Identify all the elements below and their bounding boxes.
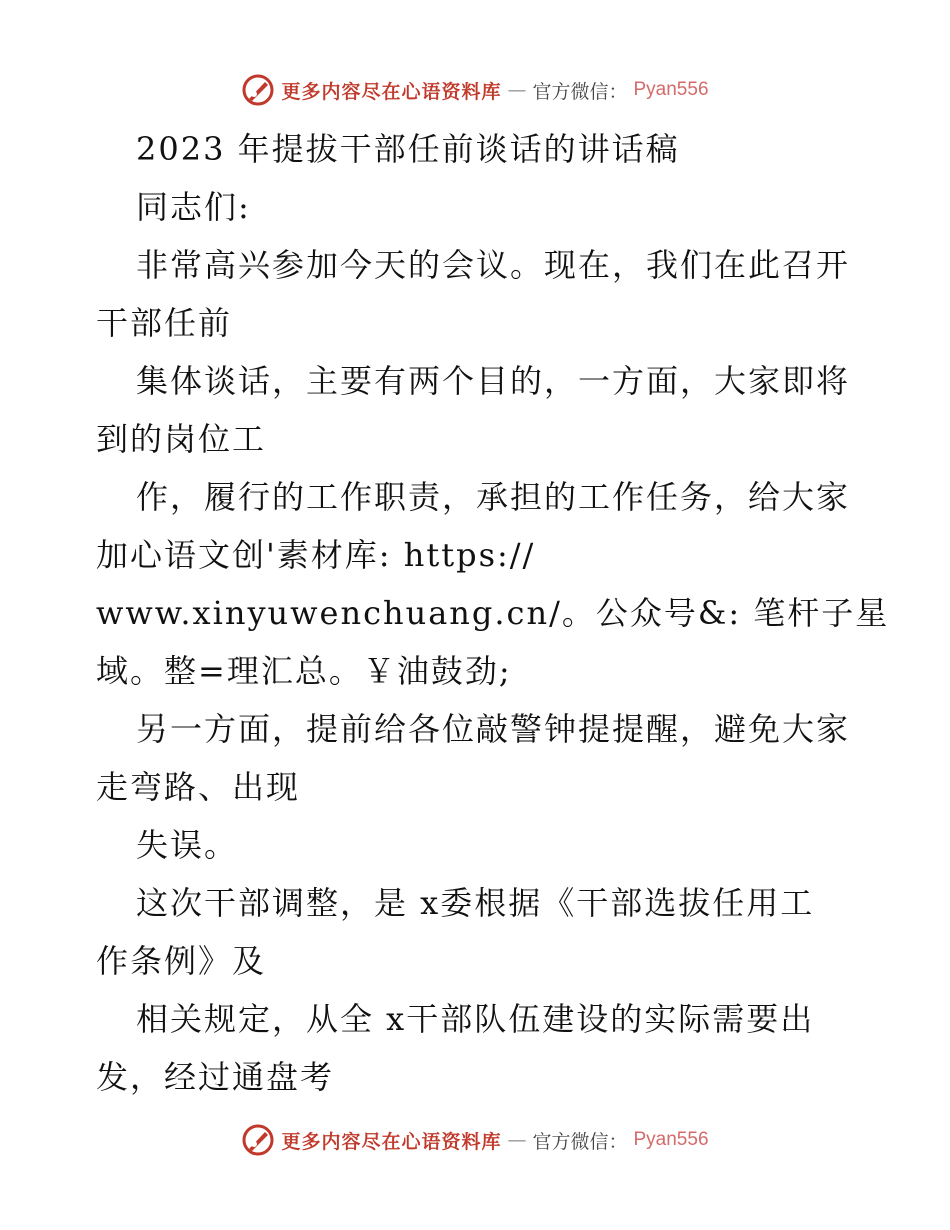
banner-main-text: 更多内容尽在心语资料库 xyxy=(281,80,502,103)
text-line: 非常高兴参加今天的会议。现在，我们在此召开 xyxy=(136,246,851,284)
banner-wechat-label: 官方微信： xyxy=(532,1130,628,1153)
text-line: 另一方面，提前给各位敲警钟提提醒，避免大家 xyxy=(136,710,851,748)
footer-watermark-banner xyxy=(0,1120,950,1160)
text-line: 干部任前 xyxy=(96,304,233,342)
text-line: 发，经过通盘考 xyxy=(96,1058,335,1096)
banner-separator: — xyxy=(507,1129,527,1151)
text-line: 这次干部调整，是 x委根据《干部选拔任用工 xyxy=(136,884,815,922)
banner-wechat-label: 官方微信： xyxy=(532,80,628,103)
header-watermark-banner xyxy=(0,70,950,110)
text-line: 域。整=理汇总。￥油鼓劲; xyxy=(96,652,512,690)
text-line: 相关规定，从全 x干部队伍建设的实际需要出 xyxy=(136,1000,815,1038)
text-line: 加心语文创'素材库: https:// xyxy=(96,536,536,574)
banner-wechat-id: Pyan556 xyxy=(633,1129,709,1150)
text-line: 作，履行的工作职责，承担的工作任务，给大家 xyxy=(136,478,851,516)
salutation: 同志们: xyxy=(136,188,251,226)
quill-logo-icon xyxy=(241,1123,275,1157)
text-line: www.xinyuwenchuang.cn/。公众号&: 笔杆子星 xyxy=(96,594,890,632)
document-title: 2023 年提拔干部任前谈话的讲话稿 xyxy=(136,130,680,168)
banner-wechat-id: Pyan556 xyxy=(633,79,709,100)
text-line: 失误。 xyxy=(136,826,239,864)
text-line: 作条例》及 xyxy=(96,942,267,980)
quill-logo-icon xyxy=(241,73,275,107)
text-line: 走弯路、出现 xyxy=(96,768,301,806)
document-body xyxy=(96,120,890,1106)
text-line: 集体谈话，主要有两个目的，一方面，大家即将 xyxy=(136,362,851,400)
banner-separator: — xyxy=(507,79,527,101)
text-line: 到的岗位工 xyxy=(96,420,267,458)
banner-main-text: 更多内容尽在心语资料库 xyxy=(281,1130,502,1153)
